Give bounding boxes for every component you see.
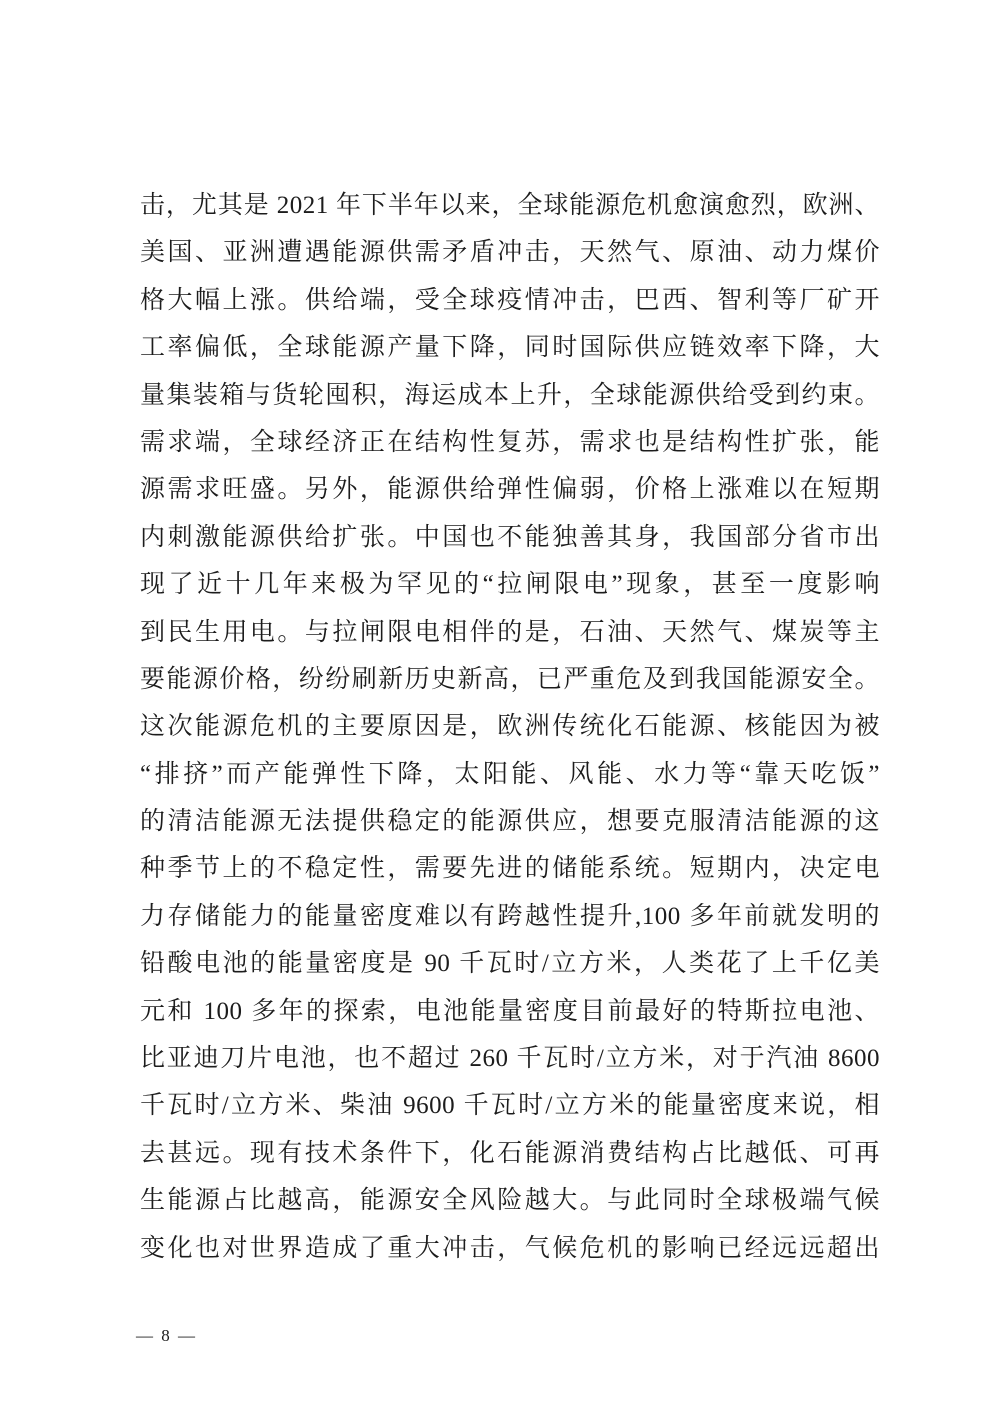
body-text-block: [140, 182, 880, 1272]
text-line: 工率偏低，全球能源产量下降，同时国际供应链效率下降，大: [140, 334, 880, 362]
text-line: 量集装箱与货轮囤积，海运成本上升，全球能源供给受到约束。: [140, 381, 880, 409]
text-line: 千瓦时/立方米、柴油 9600 千瓦时/立方米的能量密度来说，相: [140, 1092, 880, 1120]
text-line: 源需求旺盛。另外，能源供给弹性偏弱，价格上涨难以在短期: [140, 476, 880, 504]
text-line: 铅酸电池的能量密度是 90 千瓦时/立方米，人类花了上千亿美: [140, 950, 880, 978]
text-line: 变化也对世界造成了重大冲击，气候危机的影响已经远远超出: [140, 1234, 880, 1262]
text-line: 的清洁能源无法提供稳定的能源供应，想要克服清洁能源的这: [140, 808, 880, 836]
text-line: 比亚迪刀片电池，也不超过 260 千瓦时/立方米，对于汽油 8600: [140, 1045, 880, 1073]
text-line: 去甚远。现有技术条件下，化石能源消费结构占比越低、可再: [140, 1139, 880, 1167]
text-line: 生能源占比越高，能源安全风险越大。与此同时全球极端气候: [140, 1187, 880, 1215]
text-line: 这次能源危机的主要原因是，欧洲传统化石能源、核能因为被: [140, 713, 880, 741]
text-line: 格大幅上涨。供给端，受全球疫情冲击，巴西、智利等厂矿开: [140, 286, 880, 314]
text-line: 美国、亚洲遭遇能源供需矛盾冲击，天然气、原油、动力煤价: [140, 239, 880, 267]
page-number: — 8 —: [136, 1326, 197, 1345]
text-line: 需求端，全球经济正在结构性复苏，需求也是结构性扩张，能: [140, 428, 880, 456]
text-line: 种季节上的不稳定性，需要先进的储能系统。短期内，决定电: [140, 855, 880, 883]
text-line: 内刺激能源供给扩张。中国也不能独善其身，我国部分省市出: [140, 523, 880, 551]
text-line: 要能源价格，纷纷刷新历史新高，已严重危及到我国能源安全。: [140, 665, 880, 693]
text-line: 击，尤其是 2021 年下半年以来，全球能源危机愈演愈烈，欧洲、: [140, 192, 880, 219]
text-line: 元和 100 多年的探索，电池能量密度目前最好的特斯拉电池、: [140, 997, 880, 1025]
text-line: “排挤”而产能弹性下降，太阳能、风能、水力等“靠天吃饭”: [140, 760, 880, 788]
text-line: 到民生用电。与拉闸限电相伴的是，石油、天然气、煤炭等主: [140, 618, 880, 646]
text-line: 现了近十几年来极为罕见的“拉闸限电”现象，甚至一度影响: [140, 571, 880, 599]
text-line: 力存储能力的能量密度难以有跨越性提升,100 多年前就发明的: [140, 902, 880, 930]
